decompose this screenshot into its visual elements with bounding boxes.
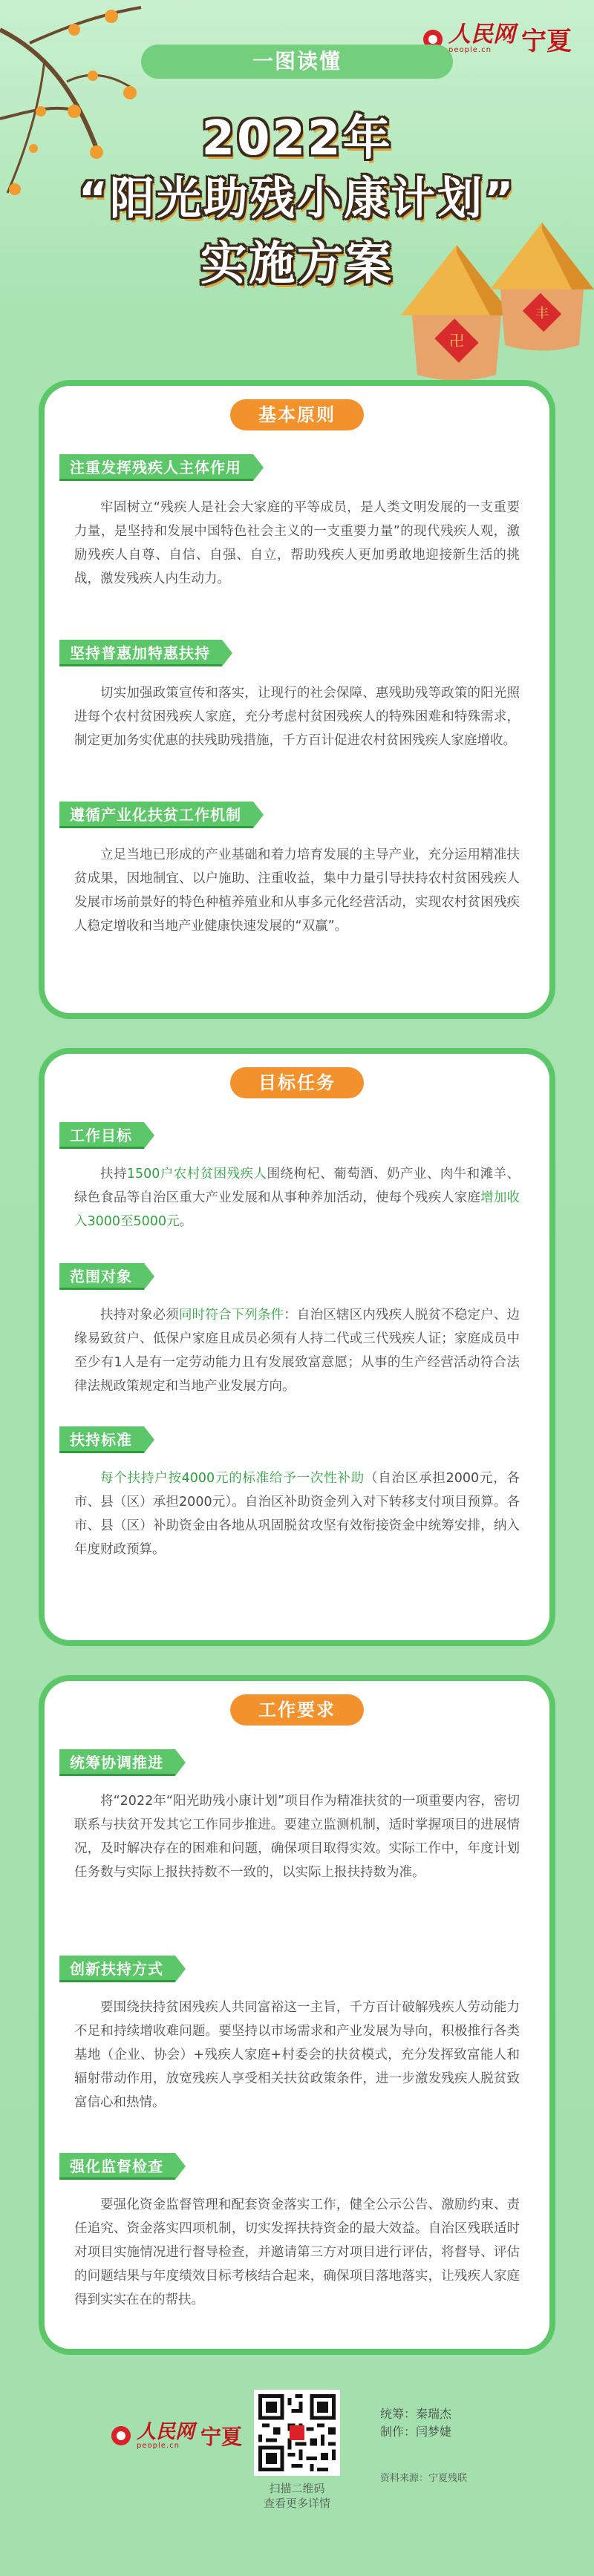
text: 扶持对象必须 [100, 1308, 179, 1323]
subheading: 坚持普惠加特惠扶持 [59, 640, 222, 666]
subheading: 创新扶持方式 [59, 1956, 175, 1982]
logo-city: 宁夏 [200, 2425, 243, 2449]
subheading: 强化监督检查 [59, 2153, 175, 2180]
subheading: 遵循产业化扶贫工作机制 [59, 802, 253, 828]
page-title-line3: 实施方案 [200, 236, 394, 290]
page-title-line1: 2022年 [201, 111, 393, 166]
qr-code-icon[interactable] [254, 2390, 340, 2476]
paragraph: 立足当地已形成的产业基础和着力培育发展的主导产业，充分运用精准扶贫成果，因地制宜、以户施助、注重收益，集中力量引导扶持农村贫困残疾人发展市场前景好的特色种植养殖业和从事多元化经营活动，实现农村贫困残疾人稳定增收和当地产业健康快速发展的“双赢”。 [74, 848, 520, 934]
subheading: 范围对象 [59, 1263, 144, 1290]
paragraph: 要强化资金监督管理和配套资金落实工作，健全公示公告、激励约束、责任追究、资金落实四项机制，切实发挥扶持资金的最大效益。自治区残联适时对项目实施情况进行督导检查，并邀请第三方对项目进行评估，将督导、评估的问题结果与年度绩效目标考核结合起来，确保项目落地落实，让残疾人家庭得到实实在在的帮扶。 [74, 2198, 520, 2307]
section-target-tasks [45, 1054, 549, 1640]
logo-subtext: people.cn [448, 46, 492, 54]
logo-subtext: people.cn [137, 2441, 180, 2450]
paragraph [74, 1466, 520, 1561]
subheading: 工作目标 [59, 1122, 144, 1149]
subheading: 统筹协调推进 [59, 1749, 175, 1776]
paragraph: 将“2022年“阳光助残小康计划”项目作为精准扶贫的一项重要内容，密切联系与扶贫开发其它工作同步推进。要建立监测机制，适时掌握项目的进展情况，及时解决存在的困难和问题，确保项目取得实效。实际工作中，年度计划任务数与实际上报扶持数不一致的，以实际上报扶持数为准。 [74, 1794, 520, 1880]
logo-text: 人民网 [137, 2420, 195, 2443]
highlight-text: 1500户农村贫困残疾人 [126, 1167, 267, 1182]
paragraph [74, 1162, 520, 1233]
page-title-line2: “阳光助残小康计划” [78, 173, 516, 225]
logo-city: 宁夏 [521, 27, 572, 56]
section-basic-principles [45, 386, 549, 1013]
subheading: 注重发挥残疾人主体作用 [59, 454, 253, 481]
paragraph: 要围绕扶持贫困残疾人共同富裕这一主旨，千方百计破解残疾人劳动能力不足和持续增收难问题。要坚持以市场需求和产业发展为导向，积极推行各类基地（企业、协会）+残疾人家庭+村委会的扶贫模式，充分发挥致富能人和辐射带动作用，放宽残疾人享受相关扶贫政策条件，进一步激发残疾人脱贫致富信心和热情。 [74, 2000, 520, 2110]
text: ：自治区辖区内残疾人脱贫不稳定户、边缘易致贫户、低保户家庭且成员必须有人持二代或三代残疾人证；家庭成员中至少有1人是有一定劳动能力且有发展致富意愿；从事的生产经营活动符合法律法规政策规定和当地产业发展方向。 [74, 1308, 520, 1394]
paragraph [74, 1303, 520, 1398]
section-heading: 工作要求 [230, 1694, 364, 1725]
subheading: 扶持标准 [59, 1426, 144, 1453]
text: 扶持 [100, 1167, 127, 1182]
qr-caption: 扫描二维码 [269, 2482, 325, 2495]
section-heading: 基本原则 [230, 399, 364, 430]
producer-credit: 制作：闫梦婕 [380, 2425, 452, 2439]
footer-people-cn-logo[interactable] [111, 2421, 242, 2451]
house-left-character: 卍 [449, 332, 464, 350]
house-right-character: 丰 [535, 306, 549, 321]
text: 。 [179, 1214, 193, 1229]
text: （自治区承担2000元，各市、县（区）承担2000元）。自治区补助资金列入对下转移支付项目预算。各市、县（区）补助资金由各地从巩固脱贫攻坚有效衔接资金中统筹安排，纳入年度财政预算。 [74, 1471, 520, 1557]
header-banner: 一图读懂 [141, 45, 453, 79]
thatched-house-right-illustration [490, 223, 594, 356]
paragraph: 切实加强政策宣传和落实，让现行的社会保障、惠残助残等政策的阳光照进每个农村贫困残疾人家庭，充分考虑村贫困残疾人的特殊困难和特殊需求，制定更加务实优惠的扶残助残措施，千方百计促进农村贫困残疾人家庭增收。 [74, 686, 520, 748]
editor-credit: 统筹：秦瑞杰 [380, 2407, 452, 2421]
section-heading: 目标任务 [230, 1067, 364, 1098]
highlight-text: 同时符合下列条件 [178, 1308, 284, 1323]
highlight-text: 增加收入3000至5000元 [74, 1190, 520, 1229]
section-work-requirements [45, 1681, 549, 2349]
qr-caption: 查看更多详情 [263, 2497, 330, 2510]
source-credit: 资料来源：宁夏残联 [380, 2473, 468, 2484]
logo-mark-icon [111, 2426, 131, 2445]
highlight-text: 每个扶持户按4000元的标准给予一次性补助 [100, 1471, 365, 1486]
text: 围绕枸杞、葡萄酒、奶产业、肉牛和滩羊、绿色食品等自治区重大产业发展和从事种养加活动，使每个残疾人家庭 [74, 1167, 520, 1205]
paragraph: 牢固树立“残疾人是社会大家庭的平等成员，是人类文明发展的一支重要力量，是坚持和发展中国特色社会主义的一支重要力量”的现代残疾人观，激励残疾人自尊、自信、自强、自立，帮助残疾人更加勇敢地迎接新生活的挑战，激发残疾人内生动力。 [74, 500, 520, 586]
logo-text: 人民网 [448, 22, 515, 47]
